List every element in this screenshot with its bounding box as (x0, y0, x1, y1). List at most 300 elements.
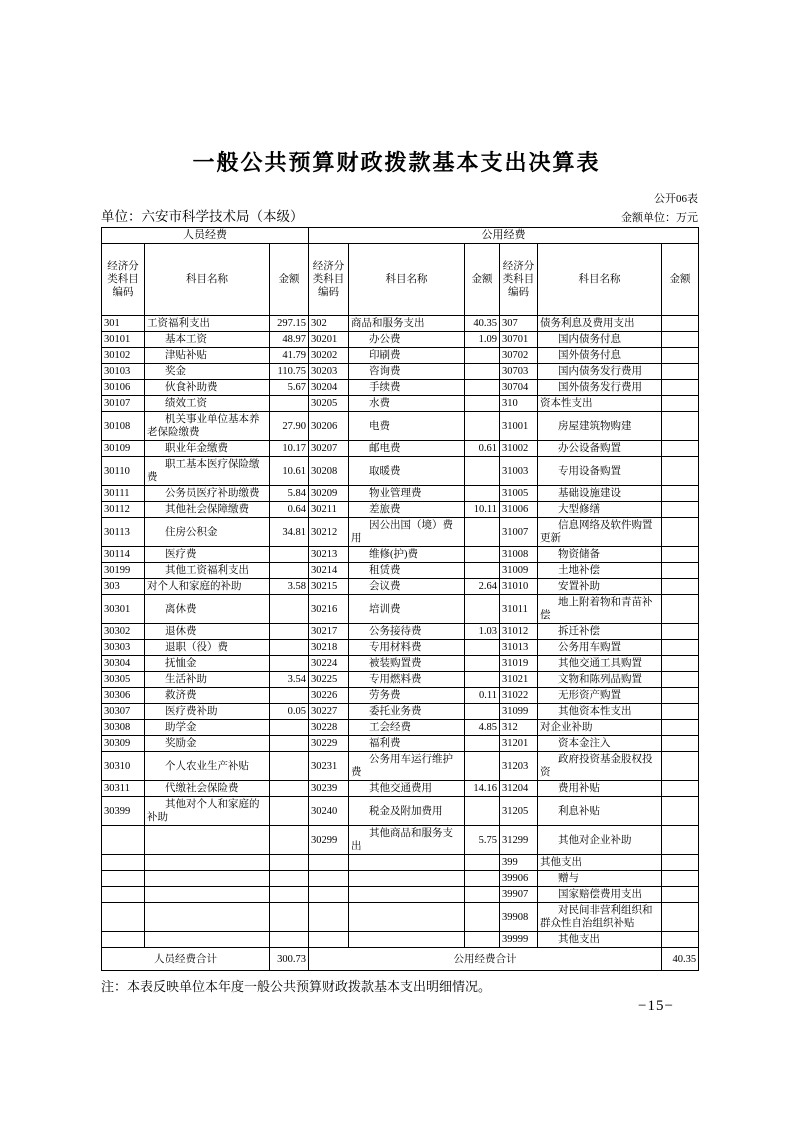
column-header-code: 经济分类科目编码 (500, 244, 538, 316)
subject-code-cell: 31007 (500, 518, 538, 547)
amount-cell (270, 624, 309, 640)
subject-name-cell: 医疗费补助 (145, 704, 270, 720)
amount-cell (270, 932, 309, 948)
subject-name-cell: 福利费 (349, 736, 465, 752)
table-row (102, 412, 699, 441)
subject-code-cell: 30215 (309, 579, 349, 595)
subject-name-cell: 对民间非营利组织和群众性自治组织补贴 (538, 903, 662, 932)
subject-name-cell: 资本性支出 (538, 396, 662, 412)
subject-code-cell: 30306 (102, 688, 145, 704)
subject-name-cell: 国外债务发行费用 (538, 380, 662, 396)
subject-code-cell: 30106 (102, 380, 145, 396)
subject-code-cell: 30228 (309, 720, 349, 736)
subject-code-cell: 30212 (309, 518, 349, 547)
subject-code-cell: 31201 (500, 736, 538, 752)
table-row (102, 547, 699, 563)
amount-cell (662, 364, 699, 380)
table-row (102, 316, 699, 332)
table-row (102, 563, 699, 579)
subject-code-cell: 30399 (102, 797, 145, 826)
amount-cell: 5.84 (270, 486, 309, 502)
amount-cell (270, 797, 309, 826)
subject-name-cell: 电费 (349, 412, 465, 441)
amount-cell (270, 871, 309, 887)
amount-cell (662, 595, 699, 624)
subject-code-cell (102, 932, 145, 948)
amount-cell (662, 781, 699, 797)
amount-cell (270, 855, 309, 871)
amount-cell (465, 486, 500, 502)
subject-name-cell: 公务用车购置 (538, 640, 662, 656)
subject-code-cell: 30701 (500, 332, 538, 348)
amount-cell (662, 624, 699, 640)
amount-unit-label: 金额单位：万元 (621, 212, 698, 224)
subject-code-cell (102, 903, 145, 932)
amount-cell (662, 316, 699, 332)
amount-cell: 110.75 (270, 364, 309, 380)
subject-name-cell: 基础设施建设 (538, 486, 662, 502)
subject-name-cell: 大型修缮 (538, 502, 662, 518)
subject-name-cell: 公务员医疗补助缴费 (145, 486, 270, 502)
subject-name-cell: 职业年金缴费 (145, 441, 270, 457)
subject-code-cell: 30199 (102, 563, 145, 579)
subject-name-cell: 培训费 (349, 595, 465, 624)
subject-code-cell: 30225 (309, 672, 349, 688)
subject-code-cell: 30211 (309, 502, 349, 518)
totals-row (102, 948, 699, 971)
subject-name-cell: 对个人和家庭的补助 (145, 579, 270, 595)
column-header-code: 经济分类科目编码 (102, 244, 145, 316)
group-header-public: 公用经费 (309, 228, 699, 244)
table-row (102, 797, 699, 826)
amount-cell (662, 502, 699, 518)
subject-name-cell: 对企业补助 (538, 720, 662, 736)
column-header-amount: 金额 (270, 244, 309, 316)
subject-code-cell: 30202 (309, 348, 349, 364)
amount-cell (465, 871, 500, 887)
amount-cell (465, 563, 500, 579)
subject-name-cell: 维修(护)费 (349, 547, 465, 563)
footnote: 注：本表反映单位本年度一般公共预算财政拨款基本支出明细情况。 (101, 979, 492, 994)
subject-name-cell: 利息补贴 (538, 797, 662, 826)
subject-code-cell: 30307 (102, 704, 145, 720)
subject-code-cell (309, 887, 349, 903)
amount-cell: 10.61 (270, 457, 309, 486)
subject-name-cell: 会议费 (349, 579, 465, 595)
amount-cell: 10.17 (270, 441, 309, 457)
subject-code-cell: 30109 (102, 441, 145, 457)
subject-code-cell: 30102 (102, 348, 145, 364)
amount-cell: 48.97 (270, 332, 309, 348)
subject-name-cell: 医疗费 (145, 547, 270, 563)
subject-name-cell: 赠与 (538, 871, 662, 887)
amount-cell (662, 903, 699, 932)
amount-cell (270, 736, 309, 752)
subject-name-cell: 专用设备购置 (538, 457, 662, 486)
subject-name-cell: 其他支出 (538, 932, 662, 948)
subject-code-cell: 31011 (500, 595, 538, 624)
subject-code-cell: 31204 (500, 781, 538, 797)
amount-cell (270, 887, 309, 903)
amount-cell: 40.35 (465, 316, 500, 332)
subject-name-cell: 国家赔偿费用支出 (538, 887, 662, 903)
subject-name-cell: 个人农业生产补贴 (145, 752, 270, 781)
public-total-label: 公用经费合计 (309, 948, 662, 971)
amount-cell (662, 932, 699, 948)
subject-code-cell: 30201 (309, 332, 349, 348)
subject-code-cell: 399 (500, 855, 538, 871)
table-row (102, 486, 699, 502)
amount-cell: 297.15 (270, 316, 309, 332)
table-row (102, 332, 699, 348)
amount-cell (465, 736, 500, 752)
table-row (102, 672, 699, 688)
table-row (102, 903, 699, 932)
subject-name-cell (145, 932, 270, 948)
subject-name-cell: 其他对企业补助 (538, 826, 662, 855)
subject-name-cell: 其他社会保障缴费 (145, 502, 270, 518)
subject-code-cell: 30224 (309, 656, 349, 672)
amount-cell (465, 364, 500, 380)
subject-name-cell: 信息网络及软件购置更新 (538, 518, 662, 547)
subject-name-cell: 机关事业单位基本养老保险缴费 (145, 412, 270, 441)
subject-name-cell: 咨询费 (349, 364, 465, 380)
amount-cell (465, 656, 500, 672)
column-header-name: 科目名称 (538, 244, 662, 316)
subject-name-cell: 津贴补贴 (145, 348, 270, 364)
subject-name-cell: 印刷费 (349, 348, 465, 364)
subject-code-cell: 39999 (500, 932, 538, 948)
subject-name-cell: 住房公积金 (145, 518, 270, 547)
amount-cell: 1.03 (465, 624, 500, 640)
personnel-total-label: 人员经费合计 (102, 948, 270, 971)
amount-cell (662, 486, 699, 502)
column-header-amount: 金额 (465, 244, 500, 316)
subject-name-cell (349, 871, 465, 887)
amount-cell (662, 563, 699, 579)
subject-code-cell: 30213 (309, 547, 349, 563)
subject-name-cell: 商品和服务支出 (349, 316, 465, 332)
page-title: 一般公共预算财政拨款基本支出决算表 (192, 150, 601, 175)
subject-code-cell: 30217 (309, 624, 349, 640)
subject-code-cell: 30304 (102, 656, 145, 672)
subject-name-cell: 委托业务费 (349, 704, 465, 720)
subject-code-cell: 30305 (102, 672, 145, 688)
subject-code-cell: 30107 (102, 396, 145, 412)
amount-cell (270, 826, 309, 855)
amount-cell (662, 412, 699, 441)
subject-code-cell: 30226 (309, 688, 349, 704)
subject-name-cell (349, 903, 465, 932)
subject-code-cell (309, 871, 349, 887)
subject-code-cell: 30703 (500, 364, 538, 380)
subject-code-cell: 30239 (309, 781, 349, 797)
table-row (102, 688, 699, 704)
subject-name-cell: 政府投资基金股权投资 (538, 752, 662, 781)
subject-name-cell: 代缴社会保险费 (145, 781, 270, 797)
subject-name-cell: 抚恤金 (145, 656, 270, 672)
subject-name-cell (145, 826, 270, 855)
amount-cell: 0.05 (270, 704, 309, 720)
table-row (102, 932, 699, 948)
amount-cell: 27.90 (270, 412, 309, 441)
amount-cell: 3.58 (270, 579, 309, 595)
subject-name-cell: 其他商品和服务支出 (349, 826, 465, 855)
column-header-row (102, 244, 699, 316)
subject-code-cell: 31012 (500, 624, 538, 640)
subject-code-cell: 30229 (309, 736, 349, 752)
subject-name-cell: 资本金注入 (538, 736, 662, 752)
subject-code-cell (309, 932, 349, 948)
table-row (102, 855, 699, 871)
page-number: −15− (638, 998, 674, 1014)
table-row (102, 380, 699, 396)
subject-name-cell: 被装购置费 (349, 656, 465, 672)
subject-name-cell: 救济费 (145, 688, 270, 704)
amount-cell (662, 887, 699, 903)
subject-code-cell: 30112 (102, 502, 145, 518)
table-row (102, 752, 699, 781)
subject-name-cell: 其他对个人和家庭的补助 (145, 797, 270, 826)
subject-name-cell (145, 855, 270, 871)
subject-code-cell: 31008 (500, 547, 538, 563)
subject-name-cell: 国外债务付息 (538, 348, 662, 364)
amount-cell (662, 457, 699, 486)
table-row (102, 441, 699, 457)
amount-cell (662, 736, 699, 752)
amount-cell: 0.64 (270, 502, 309, 518)
amount-cell (662, 332, 699, 348)
subject-code-cell: 30208 (309, 457, 349, 486)
amount-cell (662, 688, 699, 704)
table-number-label: 公开06表 (654, 193, 698, 205)
subject-name-cell: 公务接待费 (349, 624, 465, 640)
amount-cell (662, 518, 699, 547)
subject-code-cell: 30218 (309, 640, 349, 656)
subject-code-cell: 31009 (500, 563, 538, 579)
subject-code-cell: 303 (102, 579, 145, 595)
table-row (102, 640, 699, 656)
subject-name-cell: 助学金 (145, 720, 270, 736)
subject-name-cell: 其他工资福利支出 (145, 563, 270, 579)
subject-code-cell: 312 (500, 720, 538, 736)
amount-cell (270, 781, 309, 797)
subject-name-cell: 生活补助 (145, 672, 270, 688)
subject-name-cell: 伙食补助费 (145, 380, 270, 396)
subject-name-cell: 绩效工资 (145, 396, 270, 412)
amount-cell (465, 640, 500, 656)
subject-name-cell: 奖励金 (145, 736, 270, 752)
amount-cell (465, 855, 500, 871)
subject-name-cell: 邮电费 (349, 441, 465, 457)
subject-name-cell: 其他交通工具购置 (538, 656, 662, 672)
amount-cell: 4.85 (465, 720, 500, 736)
subject-name-cell (349, 932, 465, 948)
amount-cell (465, 547, 500, 563)
table-row (102, 396, 699, 412)
subject-code-cell: 30101 (102, 332, 145, 348)
amount-cell (465, 412, 500, 441)
subject-code-cell: 30303 (102, 640, 145, 656)
amount-cell (662, 855, 699, 871)
amount-cell (270, 688, 309, 704)
subject-code-cell: 30209 (309, 486, 349, 502)
subject-code-cell (102, 871, 145, 887)
amount-cell (662, 348, 699, 364)
subject-code-cell: 301 (102, 316, 145, 332)
subject-code-cell (309, 855, 349, 871)
subject-code-cell (309, 903, 349, 932)
subject-name-cell: 拆迁补偿 (538, 624, 662, 640)
amount-cell (662, 396, 699, 412)
subject-code-cell: 31002 (500, 441, 538, 457)
content-area (101, 190, 698, 995)
table-row (102, 736, 699, 752)
subject-name-cell: 手续费 (349, 380, 465, 396)
subject-code-cell: 30702 (500, 348, 538, 364)
amount-cell (465, 396, 500, 412)
subject-code-cell: 30227 (309, 704, 349, 720)
subject-code-cell: 31019 (500, 656, 538, 672)
subject-name-cell: 退职（役）费 (145, 640, 270, 656)
subject-name-cell: 物业管理费 (349, 486, 465, 502)
table-row (102, 364, 699, 380)
subject-code-cell (102, 826, 145, 855)
subject-code-cell: 30311 (102, 781, 145, 797)
amount-cell (465, 595, 500, 624)
subject-name-cell: 文物和陈列品购置 (538, 672, 662, 688)
table-row (102, 457, 699, 486)
subject-code-cell: 30206 (309, 412, 349, 441)
table-row (102, 518, 699, 547)
subject-name-cell: 国内债务发行费用 (538, 364, 662, 380)
amount-cell (662, 672, 699, 688)
subject-name-cell: 水费 (349, 396, 465, 412)
subject-name-cell: 国内债务付息 (538, 332, 662, 348)
subject-name-cell: 土地补偿 (538, 563, 662, 579)
subject-code-cell: 30204 (309, 380, 349, 396)
amount-cell (465, 932, 500, 948)
table-row (102, 887, 699, 903)
amount-cell (465, 380, 500, 396)
column-header-amount: 金额 (662, 244, 699, 316)
amount-cell: 5.75 (465, 826, 500, 855)
subject-name-cell (145, 887, 270, 903)
subject-name-cell: 其他交通费用 (349, 781, 465, 797)
table-row (102, 720, 699, 736)
subject-name-cell: 办公费 (349, 332, 465, 348)
subject-name-cell: 公务用车运行维护费 (349, 752, 465, 781)
amount-cell: 2.64 (465, 579, 500, 595)
subject-name-cell: 税金及附加费用 (349, 797, 465, 826)
table-row (102, 704, 699, 720)
subject-code-cell: 30111 (102, 486, 145, 502)
table-row (102, 624, 699, 640)
table-row (102, 579, 699, 595)
subject-name-cell: 工资福利支出 (145, 316, 270, 332)
amount-cell (662, 826, 699, 855)
subject-code-cell: 30308 (102, 720, 145, 736)
subject-name-cell: 安置补助 (538, 579, 662, 595)
amount-cell (465, 348, 500, 364)
subject-name-cell: 债务利息及费用支出 (538, 316, 662, 332)
subject-code-cell: 39906 (500, 871, 538, 887)
subject-code-cell: 31003 (500, 457, 538, 486)
subject-name-cell: 因公出国（境）费用 (349, 518, 465, 547)
amount-cell (270, 640, 309, 656)
subject-code-cell (102, 855, 145, 871)
subject-code-cell: 30299 (309, 826, 349, 855)
column-header-code: 经济分类科目编码 (309, 244, 349, 316)
amount-cell (662, 380, 699, 396)
subject-code-cell: 31013 (500, 640, 538, 656)
subject-code-cell: 30216 (309, 595, 349, 624)
subject-name-cell (145, 903, 270, 932)
subject-name-cell: 奖金 (145, 364, 270, 380)
amount-cell (465, 672, 500, 688)
amount-cell (270, 720, 309, 736)
subject-code-cell: 30207 (309, 441, 349, 457)
subject-name-cell: 离休费 (145, 595, 270, 624)
expenditure-table (101, 227, 699, 971)
amount-cell: 34.81 (270, 518, 309, 547)
subject-code-cell: 302 (309, 316, 349, 332)
subject-code-cell: 30103 (102, 364, 145, 380)
amount-cell: 1.09 (465, 332, 500, 348)
subject-code-cell: 30203 (309, 364, 349, 380)
subject-name-cell: 房屋建筑物购建 (538, 412, 662, 441)
subject-code-cell: 31006 (500, 502, 538, 518)
subject-code-cell: 31021 (500, 672, 538, 688)
subject-name-cell: 差旅费 (349, 502, 465, 518)
amount-cell: 0.11 (465, 688, 500, 704)
subject-name-cell: 费用补贴 (538, 781, 662, 797)
amount-cell: 14.16 (465, 781, 500, 797)
subject-name-cell (145, 871, 270, 887)
amount-cell (662, 871, 699, 887)
amount-cell (270, 396, 309, 412)
amount-cell (465, 704, 500, 720)
subject-name-cell: 工会经费 (349, 720, 465, 736)
amount-cell (465, 797, 500, 826)
table-row (102, 595, 699, 624)
subject-name-cell (349, 887, 465, 903)
amount-cell (270, 547, 309, 563)
table-body (102, 316, 699, 948)
subject-code-cell: 31099 (500, 704, 538, 720)
column-header-name: 科目名称 (349, 244, 465, 316)
table-row (102, 781, 699, 797)
subject-code-cell (102, 887, 145, 903)
amount-cell (465, 518, 500, 547)
amount-cell (465, 457, 500, 486)
subject-code-cell: 31022 (500, 688, 538, 704)
subject-code-cell: 30240 (309, 797, 349, 826)
amount-cell (465, 752, 500, 781)
subject-code-cell: 30114 (102, 547, 145, 563)
subject-name-cell: 办公设备购置 (538, 441, 662, 457)
subject-code-cell: 30205 (309, 396, 349, 412)
amount-cell (465, 887, 500, 903)
subject-name-cell: 基本工资 (145, 332, 270, 348)
subject-name-cell: 租赁费 (349, 563, 465, 579)
amount-cell: 10.11 (465, 502, 500, 518)
amount-cell (270, 563, 309, 579)
amount-cell (465, 903, 500, 932)
amount-cell (270, 595, 309, 624)
subject-code-cell: 30301 (102, 595, 145, 624)
subject-code-cell: 31299 (500, 826, 538, 855)
